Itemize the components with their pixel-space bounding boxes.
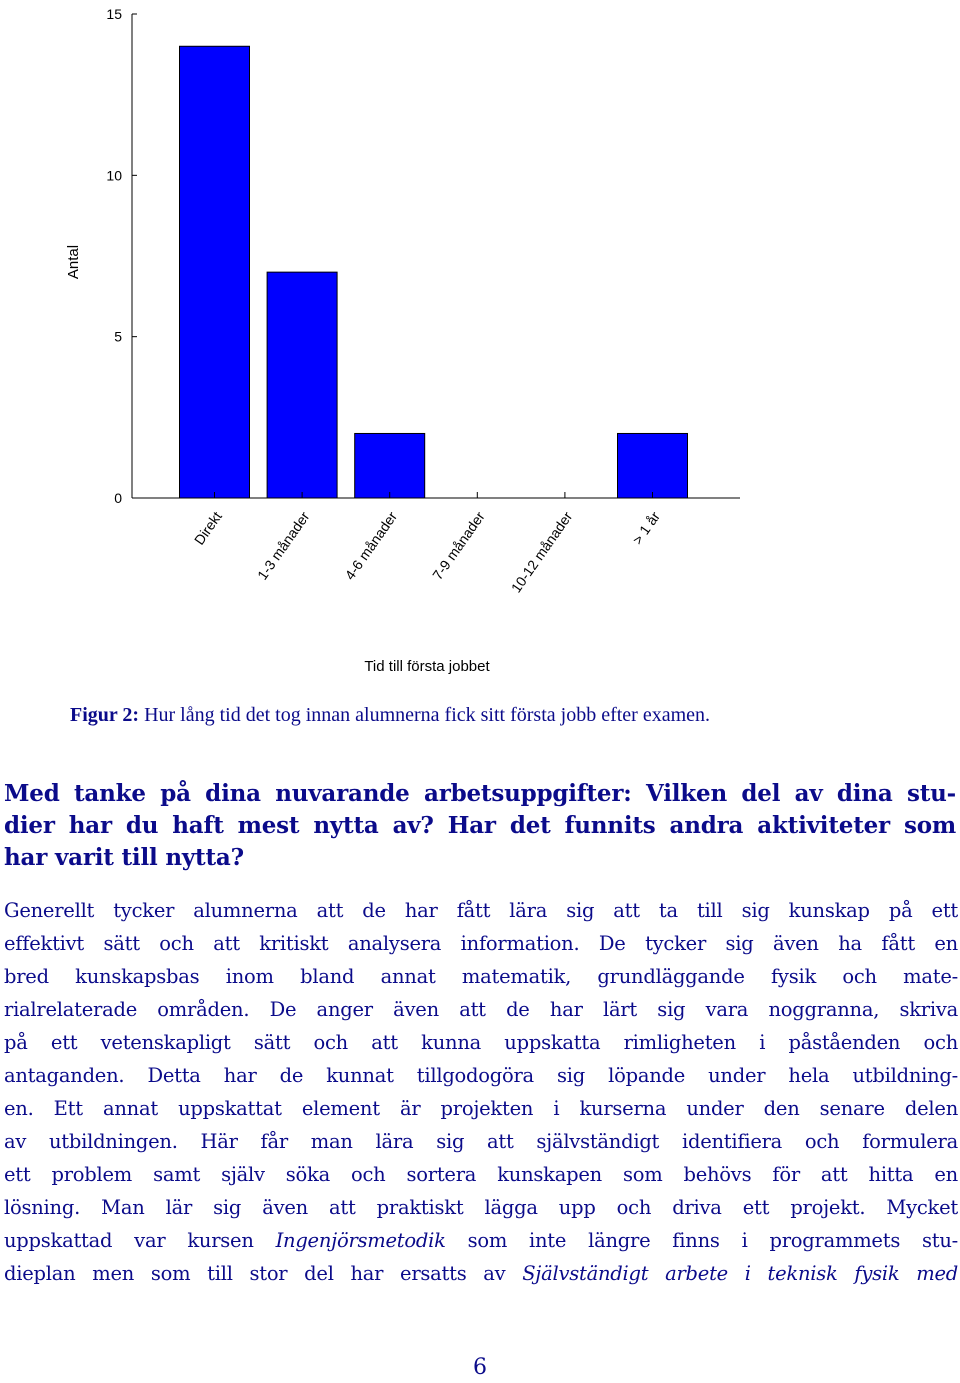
x-category-label: > 1 år [629,508,663,548]
bar [355,433,425,498]
x-axis-label: Tid till första jobbet [364,658,490,675]
bar [618,433,688,498]
y-axis-label: Antal [65,244,82,280]
question-line: har varit till nytta? [4,844,244,871]
y-tick-label: 0 [114,490,122,506]
paragraph-line: lösning. Man lär sig även att praktiskt lägga upp och driva ett projekt. Mycket [4,1196,958,1219]
x-category-label: 10-12 månader [507,508,576,596]
x-category-label: 1-3 månader [253,508,313,583]
text-run: uppskattad var kursen [4,1229,276,1252]
paragraph-line: på ett vetenskapligt sätt och att kunna uppskatta rimligheten i påståenden och [4,1031,958,1054]
figure-caption-text: Hur lång tid det tog innan alumnerna fick sitt första jobb efter examen. [144,704,711,726]
paragraph-line [4,1224,958,1257]
question-line: dier har du haft mest nytta av? Har det funnits andra aktiviteter som [4,812,956,839]
bar [267,272,337,498]
text-run: som inte längre finns i programmets stu- [445,1229,958,1252]
paragraph-line: en. Ett annat uppskattat element är projekten i kurserna under den senare delen [4,1097,958,1120]
figure-caption-label: Figur 2: [70,704,140,726]
x-category-label: Direkt [190,508,225,548]
x-category-label: 7-9 månader [429,508,488,583]
paragraph-line: rialrelaterade områden. De anger även att de har lärt sig vara noggranna, skriva [4,998,958,1021]
question-line: Med tanke på dina nuvarande arbetsuppgifter: Vilken del av dina stu- [4,780,956,807]
bar [180,46,250,498]
paragraph-line [4,1257,958,1290]
y-tick-label: 5 [114,328,122,345]
paragraph-line: bred kunskapsbas inom bland annat matematik, grundläggande fysik och mate- [4,965,958,988]
bar-chart [0,0,960,690]
y-tick-label: 10 [106,167,122,184]
body-paragraph [4,894,958,1290]
paragraph-line: ett problem samt själv söka och sortera kunskapen som behövs för att hitta en [4,1163,958,1186]
section-question [4,778,956,874]
figure-caption [70,704,930,727]
x-category-label: 4-6 månader [341,508,401,583]
paragraph-line: effektivt sätt och att kritiskt analysera information. De tycker sig även ha fått en [4,932,958,955]
paragraph-line: av utbildningen. Här får man lära sig att självständigt identifiera och formulera [4,1130,958,1153]
course-name-sjalvstandigt-arbete: Självständigt arbete i teknisk fysik med [522,1262,958,1285]
page-number: 6 [473,1355,487,1380]
text-run: dieplan men som till stor del har ersatts av [4,1262,523,1285]
y-tick-label: 15 [106,6,122,22]
paragraph-line: Generellt tycker alumnerna att de har fått lära sig att ta till sig kunskap på ett [4,899,958,922]
course-name-ingenjorsmetodik: Ingenjörsmetodik [275,1229,446,1252]
paragraph-line: antaganden. Detta har de kunnat tillgodogöra sig löpande under hela utbildning- [4,1064,958,1087]
